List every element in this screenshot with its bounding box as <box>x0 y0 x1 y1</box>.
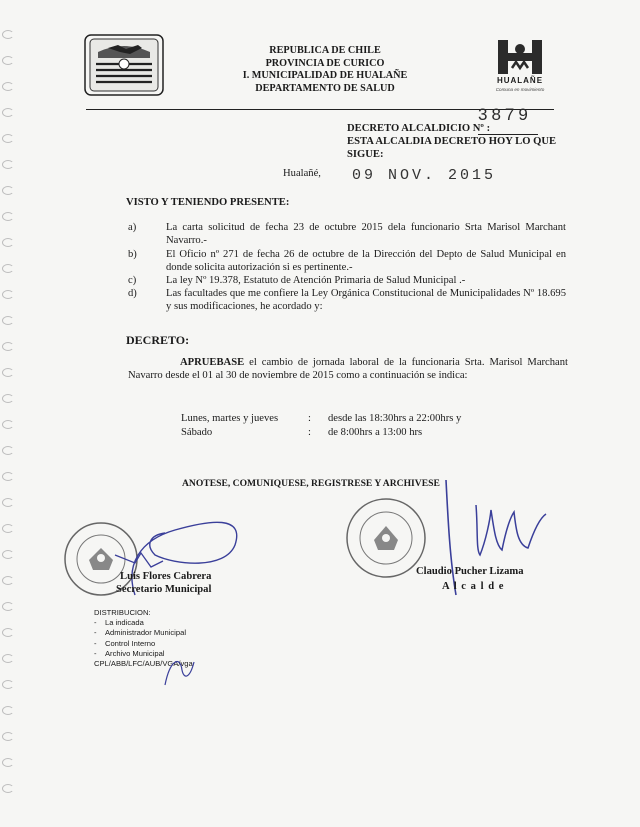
binder-hole <box>2 680 14 689</box>
letterhead <box>220 45 430 95</box>
binder-hole <box>2 82 14 91</box>
decreto-heading: DECRETO: <box>126 333 190 347</box>
binder-hole <box>2 654 14 663</box>
hualane-logo <box>494 38 546 76</box>
header-line: I. MUNICIPALIDAD DE HUALAÑE <box>242 70 408 82</box>
list-item <box>128 288 568 314</box>
binder-hole <box>2 758 14 767</box>
decree-line-3: SIGUE: <box>347 149 384 160</box>
binder-holes <box>2 30 18 810</box>
list-item <box>128 222 568 248</box>
secretary-name: Luis Flores Cabrera <box>120 571 212 582</box>
binder-hole <box>2 160 14 169</box>
list-item-label: a) <box>128 222 137 233</box>
schedule-hours: desde las 18:30hrs a 22:00hrs y <box>328 413 462 424</box>
schedule-sep: : <box>308 413 311 424</box>
binder-hole <box>2 212 14 221</box>
coat-of-arms-emblem <box>84 34 164 96</box>
list-item-label: c) <box>128 275 137 286</box>
logo-tagline: Comuna en movimiento <box>495 87 545 92</box>
distribution-heading: DISTRIBUCION: <box>94 608 151 617</box>
header-line: PROVINCIA DE CURICO <box>265 57 385 69</box>
schedule-days: Sábado <box>181 427 213 438</box>
schedule-hours: de 8:00hrs a 13:00 hrs <box>328 427 423 438</box>
binder-hole <box>2 628 14 637</box>
binder-hole <box>2 316 14 325</box>
binder-hole <box>2 30 14 39</box>
decree-number-label: DECRETO ALCALDICIO Nº : <box>347 123 491 134</box>
binder-hole <box>2 264 14 273</box>
list-item-label: d) <box>128 288 137 299</box>
mayor-title: A l c a l d e <box>442 581 505 592</box>
binder-hole <box>2 732 14 741</box>
binder-hole <box>2 550 14 559</box>
initials-scribble <box>160 650 200 690</box>
closing-formula: ANOTESE, COMUNIQUESE, REGISTRESE Y ARCHIVESE <box>182 478 440 489</box>
secretary-title: Secretario Municipal <box>116 584 212 595</box>
schedule-sep: : <box>308 427 311 438</box>
list-item <box>128 275 568 288</box>
binder-hole <box>2 420 14 429</box>
binder-hole <box>2 186 14 195</box>
decreto-body <box>128 356 568 382</box>
mayor-name: Claudio Pucher Lizama <box>416 566 524 577</box>
decree-number-underline <box>478 134 538 135</box>
list-item-text: Las facultades que me confiere la Ley Orgánica Constitucional de Municipalidades Nº 18.695 y sus modificaciones, he acordado y: <box>166 288 566 312</box>
list-item-text: El Oficio nº 271 de fecha 26 de octubre de la Dirección del Depto de Salud Municipal en donde solicita autorización si es pertinente.- <box>166 249 566 273</box>
distribution-item: - Control Interno <box>94 638 156 648</box>
binder-hole <box>2 706 14 715</box>
binder-hole <box>2 446 14 455</box>
binder-hole <box>2 368 14 377</box>
decreto-lead: APRUEBASE <box>180 357 245 368</box>
binder-hole <box>2 134 14 143</box>
decree-number-value: 3879 <box>478 105 532 124</box>
distribution-item: - Administrador Municipal <box>94 628 187 638</box>
decree-line-2: ESTA ALCALDIA DECRETO HOY LO QUE <box>347 136 557 147</box>
list-item <box>128 249 568 275</box>
distribution-item: - La indicada <box>94 618 144 628</box>
place: Hualañé, <box>283 168 321 179</box>
list-item-text: La carta solicitud de fecha 23 de octubre 2015 dela funcionario Srta Marisol Marchant Navarro.- <box>166 222 566 246</box>
binder-hole <box>2 472 14 481</box>
visto-heading: VISTO Y TENIENDO PRESENTE: <box>126 197 290 208</box>
list-item-label: b) <box>128 249 137 260</box>
binder-hole <box>2 238 14 247</box>
binder-hole <box>2 394 14 403</box>
distribution-initials: CPL/ABB/LFC/AUB/VGA/vga <box>94 659 193 669</box>
binder-hole <box>2 342 14 351</box>
binder-hole <box>2 576 14 585</box>
date-stamp: 09 NOV. 2015 <box>352 167 497 184</box>
binder-hole <box>2 784 14 793</box>
binder-hole <box>2 498 14 507</box>
decreto-text: el cambio de jornada laboral de la funcionaria Srta. Marisol Marchant Navarro desde el 01 al 30 de noviembre de 2015 como a continuación se indica: <box>128 357 568 381</box>
binder-hole <box>2 524 14 533</box>
binder-hole <box>2 108 14 117</box>
distribution-item: - Archivo Municipal <box>94 648 165 658</box>
list-item-text: La ley Nº 19.378, Estatuto de Atención Primaria de Salud Municipal .- <box>166 275 466 286</box>
header-line: DEPARTAMENTO DE SALUD <box>255 82 395 94</box>
logo-wordmark: HUALAÑE <box>496 76 544 85</box>
schedule-days: Lunes, martes y jueves <box>181 413 279 424</box>
binder-hole <box>2 290 14 299</box>
binder-hole <box>2 602 14 611</box>
header-line: REPUBLICA DE CHILE <box>269 45 381 56</box>
binder-hole <box>2 56 14 65</box>
